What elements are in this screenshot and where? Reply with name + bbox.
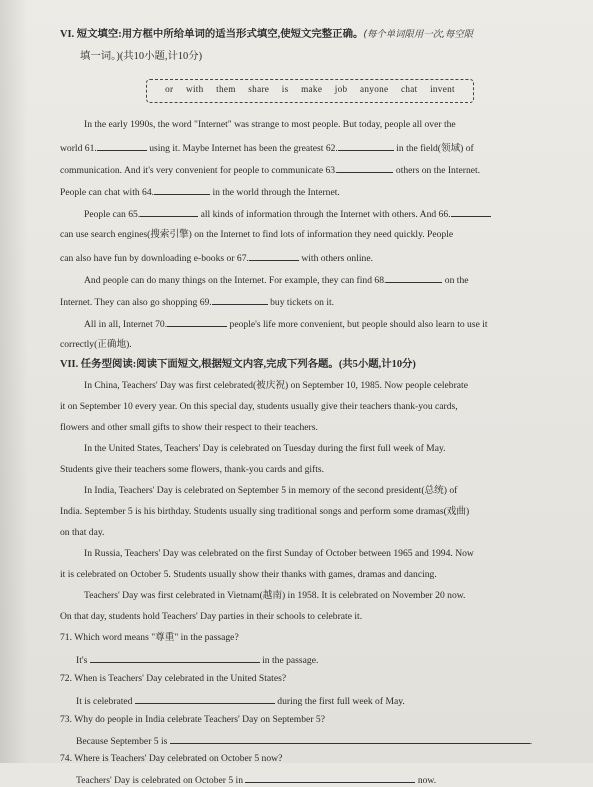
- s7-china-line1: In China, Teachers' Day was first celebrated(被庆祝) on September 10, 1985. Now people celebrate: [84, 380, 468, 391]
- s6-text: others on the Internet.: [395, 165, 481, 176]
- answer-73-label: Because September 5 is: [76, 736, 168, 747]
- blank-62[interactable]: [338, 140, 394, 151]
- s6-text: all kinds of information through the Internet with others. And 66.: [200, 209, 451, 220]
- s6-text: using it. Maybe Internet has been the greatest 62.: [149, 143, 338, 154]
- answer-71-suffix: in the passage.: [262, 655, 319, 666]
- page-shadow: [0, 0, 28, 763]
- section6-title-text: VI. 短文填空:用方框中所给单词的适当形式填空,使短文完整正确。: [60, 29, 364, 40]
- section6-subtitle: 填一词。)(共10小题,计10分): [80, 51, 203, 62]
- s7-china-line2: it on September 10 every year. On this special day, students usually give their teachers thank-you cards,: [60, 401, 458, 412]
- answer-71-label: It's: [76, 655, 88, 666]
- s6-p1-line1: In the early 1990s, the word "Internet" was strange to most people. But today, people all over the: [84, 119, 456, 130]
- blank-67-label: can also have fun by downloading e-books or 67.: [60, 253, 249, 264]
- answer-72-blank[interactable]: [135, 693, 275, 704]
- blank-63[interactable]: [337, 162, 393, 173]
- s7-india-line1: In India, Teachers' Day is celebrated on September 5 in memory of the second president(总统) of: [84, 485, 458, 496]
- blank-67[interactable]: [249, 250, 299, 261]
- blank-65-label: People can 65.: [84, 209, 141, 220]
- answer-73-blank[interactable]: [170, 733, 530, 744]
- answer-72: [76, 693, 576, 708]
- s6-text: in the world through the Internet.: [212, 187, 340, 198]
- s6-p3-line2: [60, 294, 560, 309]
- s6-p4-line1: [84, 316, 584, 331]
- blank-69-label: Internet. They can also go shopping 69.: [60, 297, 212, 308]
- s6-p3-line1: [84, 272, 584, 287]
- blank-68[interactable]: [386, 272, 442, 283]
- section6-handwritten-note: (每个单词限用一次,每空限: [363, 29, 474, 40]
- s6-p4-line2: correctly(正确地).: [60, 339, 132, 350]
- question-73: 73. Why do people in India celebrate Teachers' Day on September 5?: [60, 714, 325, 725]
- s6-text: people's life more convenient, but people should also learn to use it: [229, 319, 488, 330]
- s6-p2-line2: can use search engines(搜索引擎) on the Internet to find lots of information they need quickly. People: [60, 229, 454, 240]
- s7-russia-line2: it is celebrated on October 5. Students usually show their thanks with games, dramas and dancing.: [60, 569, 437, 580]
- answer-72-suffix: during the first full week of May.: [277, 696, 405, 707]
- answer-71: [76, 652, 576, 667]
- question-71: 71. Which word means "尊重" in the passage?: [60, 632, 239, 643]
- blank-70[interactable]: [167, 316, 227, 327]
- s6-text: on the: [444, 275, 469, 286]
- blank-63-label: communication. And it's very convenient for people to communicate 63.: [60, 165, 338, 176]
- s7-russia-line1: In Russia, Teachers' Day was celebrated on the first Sunday of October between 1965 and 1994. Now: [84, 548, 474, 559]
- s7-us-line2: Students give their teachers some flowers, thank-you cards and gifts.: [60, 464, 325, 475]
- s7-india-line3: on that day.: [60, 527, 105, 538]
- s6-text: buy tickets on it.: [270, 297, 335, 308]
- blank-68-label: And people can do many things on the Internet. For example, they can find 68.: [84, 275, 387, 286]
- blank-66[interactable]: [451, 206, 491, 217]
- section6-title: [60, 28, 560, 41]
- answer-74-label: Teachers' Day is celebrated on October 5 in: [76, 775, 244, 786]
- blank-65[interactable]: [140, 206, 198, 217]
- question-72: 72. When is Teachers' Day celebrated in the United States?: [60, 673, 287, 684]
- blank-69[interactable]: [212, 294, 268, 305]
- answer-73-suffix: .: [529, 736, 533, 747]
- s6-p1-line2: [60, 140, 560, 155]
- s7-india-line2: India. September 5 is his birthday. Students usually sing traditional songs and perform some dramas(戏曲): [60, 506, 470, 517]
- s7-vietnam-line1: Teachers' Day was first celebrated in Vietnam(越南) in 1958. It is celebrated on November 20 now.: [84, 590, 466, 601]
- blank-61-label: world 61.: [60, 143, 97, 154]
- answer-74-suffix: now.: [417, 775, 437, 786]
- section7-title: VII. 任务型阅读:阅读下面短文,根据短文内容,完成下列各题。(共5小题,计10分): [60, 359, 416, 370]
- answer-73: [76, 733, 576, 748]
- s7-us-line1: In the United States, Teachers' Day is celebrated on Tuesday during the first full week of May.: [84, 443, 446, 454]
- s6-p2-line1: [84, 206, 584, 221]
- blank-61[interactable]: [97, 140, 147, 151]
- s6-p2-line3: [60, 250, 560, 265]
- s6-text: in the field(领域) of: [396, 143, 474, 154]
- word-bank-box: [146, 79, 474, 103]
- s7-vietnam-line2: On that day, students hold Teachers' Day parties in their schools to celebrate it.: [60, 611, 363, 622]
- blank-70-label: All in all, Internet 70.: [84, 319, 168, 330]
- answer-71-blank[interactable]: [90, 652, 260, 663]
- s6-p1-line4: [60, 184, 560, 199]
- answer-74-blank[interactable]: [245, 772, 415, 783]
- blank-64-label: People can chat with 64.: [60, 187, 155, 198]
- blank-64[interactable]: [154, 184, 210, 195]
- s6-text: with others online.: [301, 253, 373, 264]
- answer-74: [76, 772, 576, 787]
- s7-china-line3: flowers and other small gifts to show their respect to their teachers.: [60, 422, 318, 433]
- s6-p1-line3: [60, 162, 560, 177]
- question-74: 74. Where is Teachers' Day celebrated on October 5 now?: [60, 753, 283, 764]
- answer-72-label: It is celebrated: [76, 696, 133, 707]
- word-bank: or with them share is make job anyone chat invent: [165, 84, 455, 94]
